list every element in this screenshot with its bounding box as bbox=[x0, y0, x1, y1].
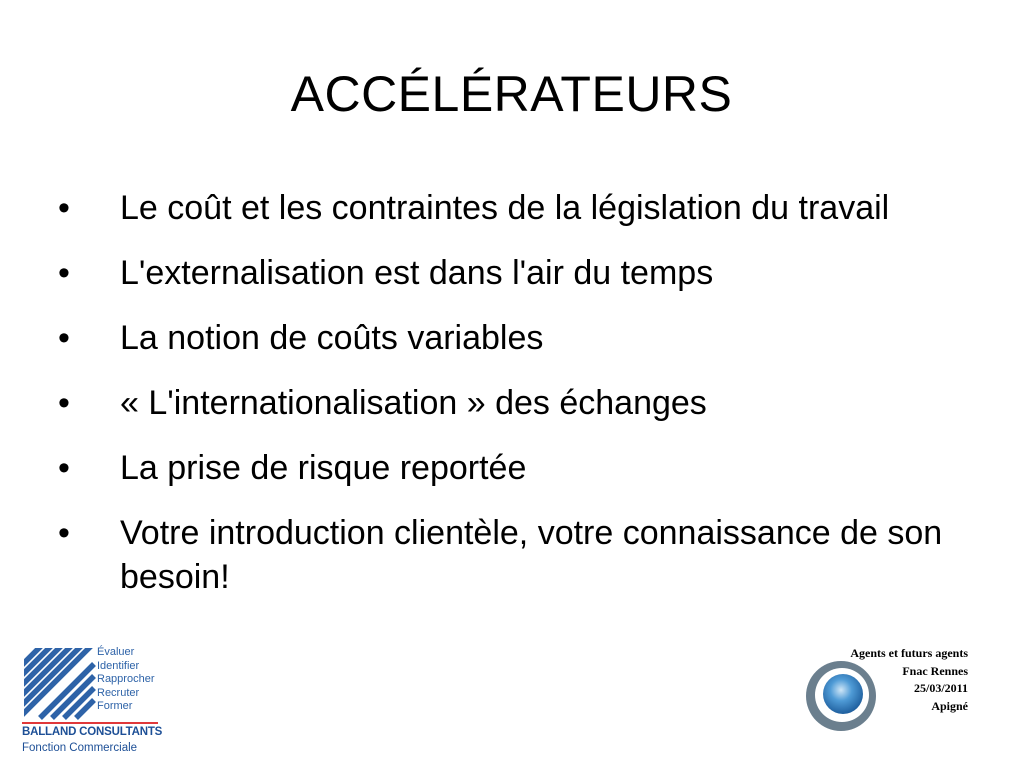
bullet-text: Le coût et les contraintes de la législation du travail bbox=[120, 189, 890, 227]
bullet-text: « L'internationalisation » des échanges bbox=[120, 384, 707, 422]
bullet-item bbox=[58, 251, 958, 295]
logo-word: Recruter bbox=[97, 686, 140, 699]
bullet-marker: • bbox=[58, 384, 70, 422]
company-tagline: Fonction Commerciale bbox=[22, 742, 138, 754]
footer-line: Apigné bbox=[931, 698, 968, 713]
bullet-list bbox=[58, 186, 958, 620]
logo-word: Évaluer bbox=[97, 646, 135, 658]
bullet-marker: • bbox=[58, 254, 70, 292]
bullet-text: L'externalisation est dans l'air du temps bbox=[120, 254, 714, 292]
bullet-item bbox=[58, 446, 958, 490]
bullet-item bbox=[58, 186, 958, 230]
footer-date: 25/03/2011 bbox=[913, 681, 968, 695]
logo-word-list bbox=[97, 646, 154, 714]
company-name: BALLAND CONSULTANTS bbox=[22, 726, 163, 738]
footer-line: Agents et futurs agents bbox=[850, 646, 968, 660]
bullet-text: Votre introduction clientèle, votre connaissance de son besoin! bbox=[120, 514, 943, 596]
bullet-item bbox=[58, 381, 958, 425]
logo-word: Former bbox=[97, 700, 133, 712]
logo-word: Rapprocher bbox=[97, 673, 155, 685]
logo-divider bbox=[22, 722, 158, 724]
bullet-marker: • bbox=[58, 189, 70, 227]
footer-info bbox=[850, 645, 968, 715]
bullet-marker: • bbox=[58, 319, 70, 357]
striped-triangle-icon bbox=[22, 645, 102, 725]
footer-line: Fnac Rennes bbox=[902, 663, 968, 678]
bullet-item bbox=[58, 511, 958, 599]
bullet-text: La prise de risque reportée bbox=[120, 449, 527, 487]
logo-word: Identifier bbox=[97, 659, 140, 672]
bullet-marker: • bbox=[58, 449, 70, 487]
bullet-item bbox=[58, 316, 958, 360]
bullet-marker: • bbox=[58, 514, 70, 552]
bullet-text: La notion de coûts variables bbox=[120, 319, 544, 357]
slide-title: ACCÉLÉRATEURS bbox=[290, 66, 733, 122]
